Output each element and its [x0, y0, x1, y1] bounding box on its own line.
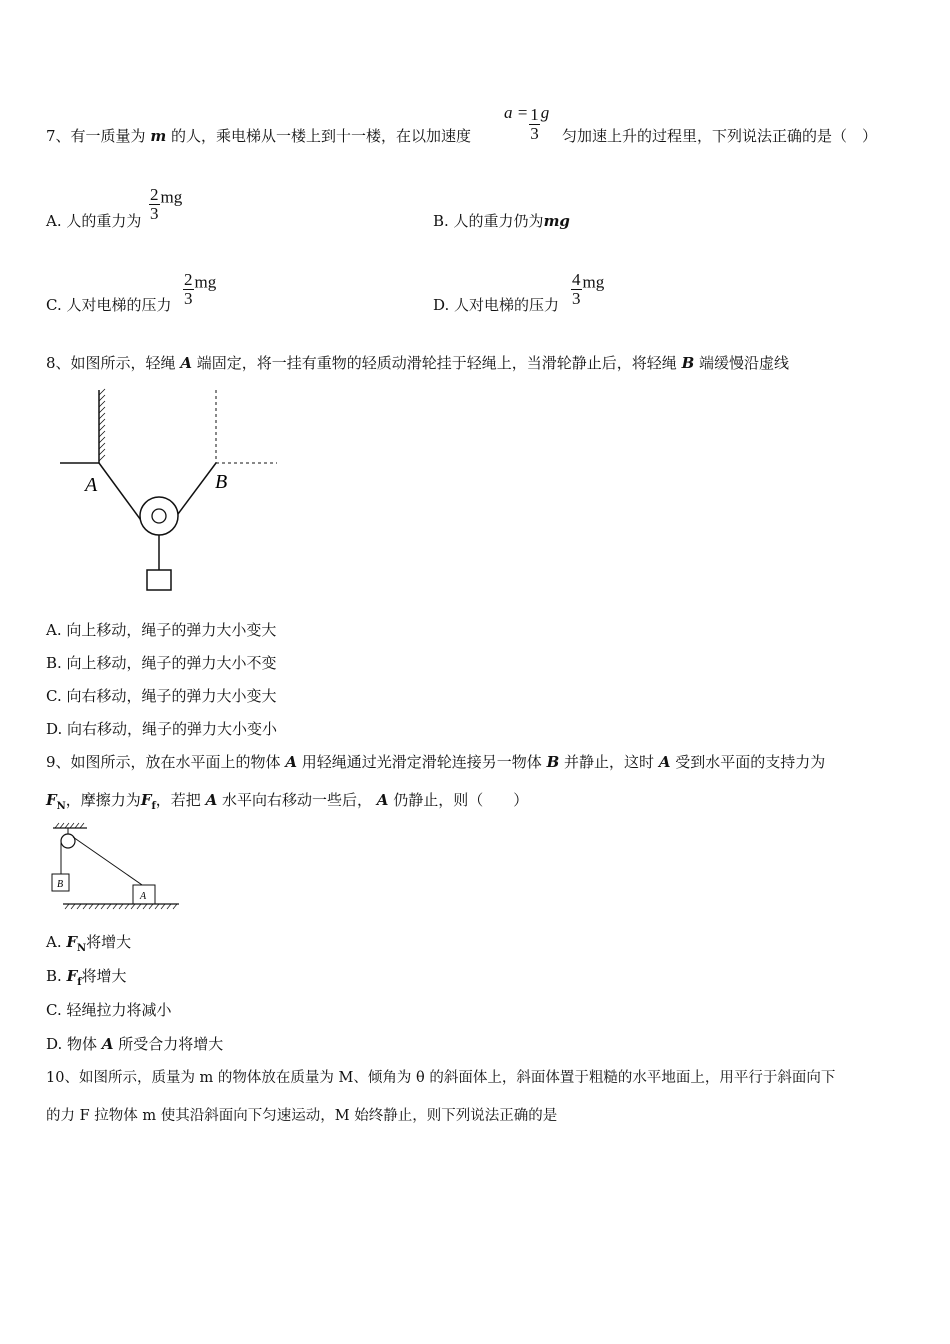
q8-option-b[interactable]: B. 向上移动，绳子的弹力大小不变 [46, 654, 277, 672]
q9-stem-line1: 9、如图所示，放在水平面上的物体 A 用轻绳通过光滑定滑轮连接另一物体 B 并静止，这时 A 受到水平面的支持力为 [46, 753, 826, 771]
q9-pulley-figure [45, 822, 185, 914]
q8-pulley-axle [152, 509, 166, 523]
q9-option-b[interactable]: B. $F_f$将增大 [46, 967, 127, 988]
q10-stem-line1: 10、如图所示，质量为 m 的物体放在质量为 M、倾角为 θ 的斜面体上，斜面体置于粗糙的水平地面上，用平行于斜面向下 [46, 1070, 836, 1086]
q7-option-a[interactable]: A. 人的重力为 [46, 212, 142, 230]
q10-stem-line2: 的力 F 拉物体 m 使其沿斜面向下匀速运动，M 始终静止，则下列说法正确的是 [46, 1108, 558, 1124]
q8-option-a[interactable]: A. 向上移动，绳子的弹力大小变大 [46, 621, 277, 639]
q9-stem-line2: $F_N$，摩擦力为$F_f$，若把 A 水平向右移动一些后， A 仍静止，则（ ） [46, 791, 529, 812]
q8-rope-left [99, 463, 143, 523]
q7-option-a-value: $\frac{2}{3}$ mg [150, 185, 183, 223]
q7-option-c[interactable]: C. 人对电梯的压力 [46, 296, 172, 314]
q8-option-c[interactable]: C. 向右移动，绳子的弹力大小变大 [46, 687, 277, 705]
q7-option-d[interactable]: D. 人对电梯的压力 [433, 296, 560, 314]
q8-pulley-figure [55, 385, 285, 597]
q9-label-a: A [140, 891, 147, 902]
q9-option-a[interactable]: A. $F_N$将增大 [46, 933, 132, 954]
q8-weight [147, 570, 171, 590]
q9-rope-slant [73, 837, 145, 887]
q8-rope-right [175, 463, 216, 518]
q8-label-b: B [215, 471, 228, 493]
q8-stem: 8、如图所示，轻绳 A 端固定，将一挂有重物的轻质动滑轮挂于轻绳上，当滑轮静止后，将轻绳 B 端缓慢沿虚线 [46, 354, 790, 372]
q7-stem-end: 匀加速上升的过程里，下列说法正确的是（ ） [562, 127, 878, 145]
q9-label-b: B [57, 879, 64, 890]
q8-option-d[interactable]: D. 向右移动，绳子的弹力大小变小 [46, 720, 278, 738]
q7-acceleration-formula: a = $\frac{1}{3}$ g [504, 103, 550, 143]
q7-option-c-value: $\frac{2}{3}$ mg [184, 270, 217, 308]
q7-stem: 7、有一质量为 m 的人，乘电梯从一楼上到十一楼，在以加速度 [46, 127, 472, 145]
q9-ground-hatching [65, 904, 177, 909]
q8-label-a: A [85, 474, 98, 496]
q9-option-c[interactable]: C. 轻绳拉力将减小 [46, 1001, 172, 1019]
q9-pulley [61, 834, 75, 848]
q7-option-d-value: $\frac{4}{3}$ mg [572, 270, 605, 308]
q9-ceiling-hatching [55, 823, 84, 828]
q8-wall-hatching [99, 389, 105, 461]
q9-option-d[interactable]: D. 物体 A 所受合力将增大 [46, 1035, 224, 1053]
q7-option-b[interactable]: B. 人的重力仍为mg [433, 212, 570, 230]
